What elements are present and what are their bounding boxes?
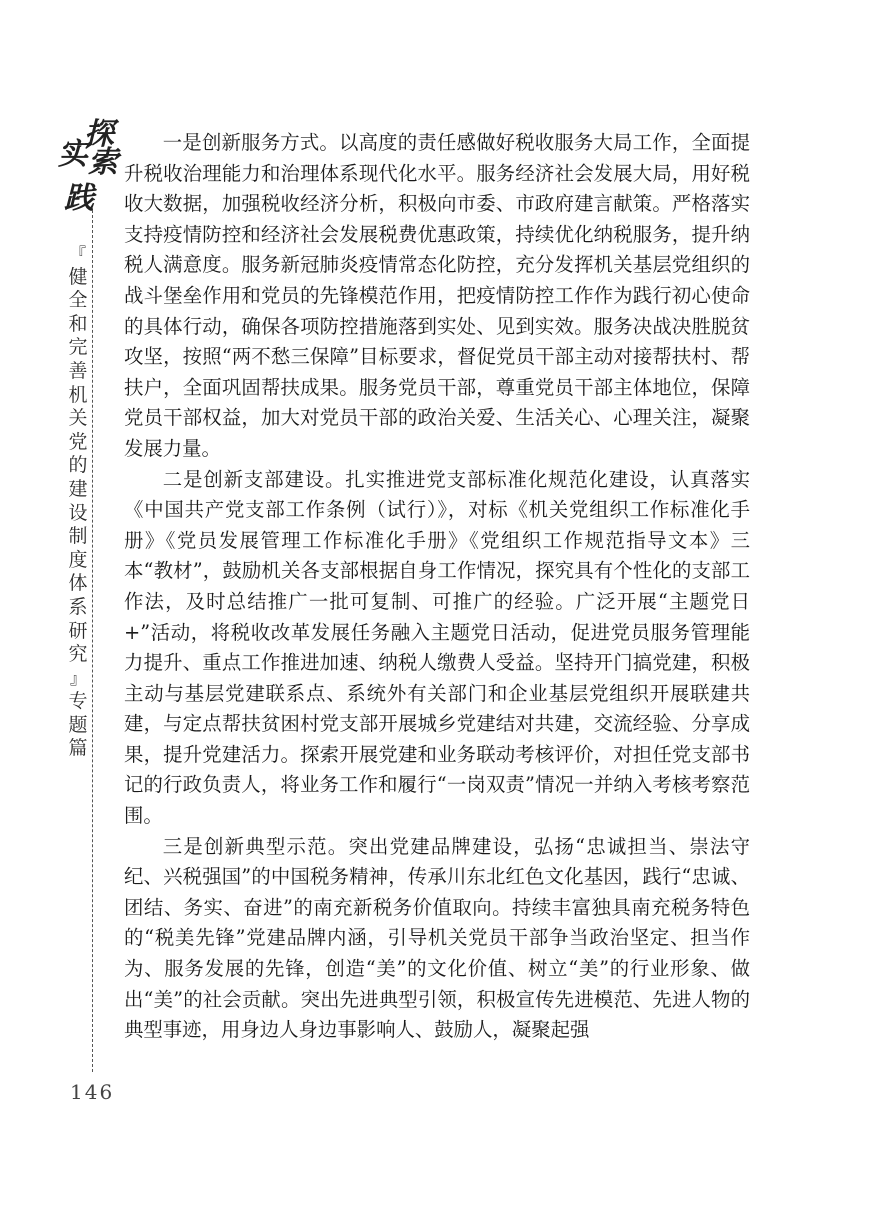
section-logo-char: 探: [84, 117, 114, 152]
paragraph-branch: 二是创新支部建设。扎实推进党支部标准化规范化建设，认真落实《中国共产党支部工作条例（试行）》，对标《机关党组织工作标准化手册》《党员发展管理工作标准化手册》《党组织工作规范指导文本》三本“教材”，鼓励机关各支部根据自身工作情况，探究具有个性化的支部工作法，及时总结推广一批可复制、可推广的经验。广泛开展“主题党日+”活动，将税收改革发展任务融入主题党日活动，促进党员服务管理能力提升、重点工作推进加速、纳税人缴费人受益。坚持开门搞党建，积极主动与基层党建联系点、系统外有关部门和企业基层党组织开展联建共建，与定点帮扶贫困村党支部开展城乡党建结对共建，交流经验、分享成果，提升党建活力。探索开展党建和业务联动考核评价，对担任党支部书记的行政负责人，将业务工作和履行“一岗双责”情况一并纳入考核考察范围。: [124, 467, 750, 828]
series-title-char: 体: [68, 572, 88, 595]
series-title-char: 健: [68, 265, 88, 288]
series-title-char: 篇: [68, 737, 88, 760]
series-title-char: 设: [68, 501, 88, 524]
paragraph-service: 一是创新服务方式。以高度的责任感做好税收服务大局工作，全面提升税收治理能力和治理体系现代化水平。服务经济社会发展大局，用好税收大数据，加强税收经济分析，积极向市委、市政府建言献策。严格落实支持疫情防控和经济社会发展税费优惠政策，持续优化纳税服务，提升纳税人满意度。服务新冠肺炎疫情常态化防控，充分发挥机关基层党组织的战斗堡垒作用和党员的先锋模范作用，把疫情防控工作作为践行初心使命的具体行动，确保各项防控措施落到实处、见到实效。服务决战决胜脱贫攻坚，按照“两不愁三保障”目标要求，督促党员干部主动对接帮扶村、帮扶户，全面巩固帮扶成果。服务党员干部，尊重党员干部主体地位，保障党员干部权益，加大对党员干部的政治关爱、生活关心、心理关注，凝聚发展力量。: [124, 131, 750, 460]
page-sidebar: [58, 118, 120, 1098]
series-title-char: 系: [68, 595, 88, 618]
series-title-char: 度: [68, 548, 88, 571]
section-logo-char: 践: [64, 181, 94, 216]
margin-dashed-rule: [92, 210, 93, 1072]
series-title-char: 关: [68, 407, 88, 430]
series-title-char: 完: [68, 336, 88, 359]
series-title-char: 题: [68, 713, 88, 736]
series-title-char: 』: [69, 668, 86, 688]
series-title-char: 党: [68, 430, 88, 453]
series-title-char: 制: [68, 525, 88, 548]
page-number: 146: [70, 1080, 115, 1104]
series-title-char: 研: [68, 619, 88, 642]
series-title-char: 专: [68, 690, 88, 713]
series-title-char: 究: [68, 643, 88, 666]
series-title-char: 和: [68, 312, 88, 335]
section-logo: [58, 118, 120, 228]
series-title-char: 『: [69, 244, 86, 263]
section-logo-char: 实: [58, 137, 88, 172]
series-title-char: 建: [68, 477, 88, 500]
series-title-char: 的: [68, 454, 88, 477]
section-logo-char: 索: [88, 145, 118, 180]
body-text: [124, 128, 750, 1046]
paragraph-model: 三是创新典型示范。突出党建品牌建设，弘扬“忠诚担当、崇法守纪、兴税强国”的中国税务精神，传承川东北红色文化基因，践行“忠诚、团结、务实、奋进”的南充新税务价值取向。持续丰富独具南充税务特色的“税美先锋”党建品牌内涵，引导机关党员干部争当政治坚定、担当作为、服务发展的先锋，创造“美”的文化价值、树立“美”的行业形象、做出“美”的社会贡献。突出先进典型引领，积极宣传先进模范、先进人物的典型事迹，用身边人身边事影响人、鼓励人，凝聚起强: [124, 834, 750, 1042]
series-title-char: 全: [68, 289, 88, 312]
series-title-char: 机: [68, 383, 88, 406]
series-title-char: 善: [68, 359, 88, 382]
